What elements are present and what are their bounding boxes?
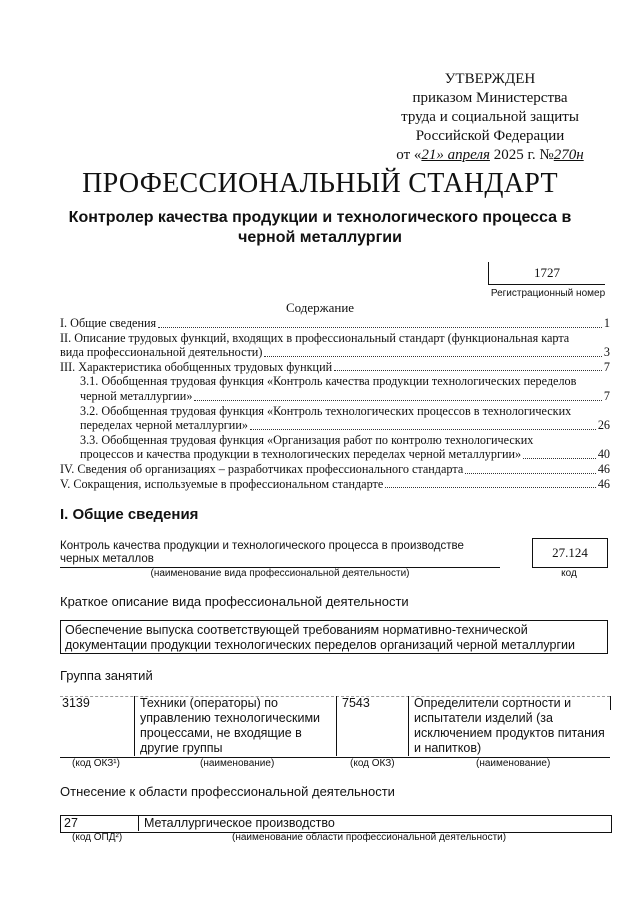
occupation-table-divider [134, 696, 135, 756]
toc-dots [250, 429, 596, 430]
professional-area-name: Металлургическое производство [144, 816, 335, 830]
professional-area-box [60, 815, 612, 833]
toc-item-text-line1: II. Описание трудовых функций, входящих в профессиональный стандарт (функциональная карта [60, 330, 570, 345]
occupation-code-caption: (код ОКЗ) [350, 758, 395, 769]
toc-item[interactable] [60, 433, 610, 462]
toc-item-page: 7 [603, 388, 610, 403]
toc-item-text: переделах черной металлургии» [80, 418, 248, 433]
professional-area-code-caption: (код ОПД²) [72, 832, 123, 843]
toc-dots [334, 370, 602, 371]
toc-item-text: IV. Сведения об организациях – разработчиках профессионального стандарта [60, 461, 464, 476]
toc-dots [523, 458, 596, 459]
toc-item-text: процессов и качества продукции в технологических переделах черной металлургии» [80, 447, 522, 462]
toc-item-text-line1: 3.2. Обобщенная трудовая функция «Контроль технологических процессов в технологических [80, 403, 572, 418]
approval-line-1: УТВЕРЖДЕН [444, 71, 536, 87]
toc-item-text: вида профессиональной деятельности) [60, 345, 263, 360]
approval-line-4: Российской Федерации [415, 128, 565, 144]
approval-block [380, 70, 600, 165]
toc-item[interactable] [60, 331, 610, 360]
professional-area-heading: Отнесение к области профессиональной деятельности [60, 784, 395, 799]
toc-item-text: V. Сокращения, используемые в профессиональном стандарте [60, 476, 384, 491]
activity-code-caption: код [561, 568, 577, 579]
toc-dots [465, 473, 596, 474]
registration-number-label: Регистрационный номер [490, 288, 606, 299]
activity-code-box: 27.124 [532, 538, 608, 568]
toc-item[interactable] [60, 462, 610, 477]
toc-item[interactable] [60, 374, 610, 403]
toc-item-page: 26 [597, 418, 610, 433]
toc-item-text: I. Общие сведения [60, 316, 157, 330]
toc-item-page: 40 [597, 447, 610, 462]
toc-dots [158, 327, 602, 328]
occupation-table-divider [610, 696, 611, 710]
professional-area-name-caption: (наименование области профессиональной деятельности) [232, 832, 507, 843]
toc-item-text: черной металлургии» [80, 388, 193, 403]
approval-line-2: приказом Министерства [412, 90, 568, 106]
toc-item-page: 3 [603, 345, 610, 360]
toc-dots [385, 487, 596, 488]
document-subtitle: Контролер качества продукции и технологического процесса в черной металлургии [68, 209, 572, 246]
section-heading: I. Общие сведения [60, 506, 199, 523]
toc-item-page: 46 [597, 461, 610, 476]
occupation-name-caption: (наименование) [200, 758, 275, 769]
short-description-box: Обеспечение выпуска соответствующей требованиям нормативно-технической документации продукции технологических переделов организаций черной металлургии [60, 620, 608, 654]
toc-dots [264, 356, 602, 357]
occupation-name: Техники (операторы) по управлению технологическими процессами, не входящие в другие группы [140, 696, 321, 755]
occupation-code: 7543 [342, 696, 370, 710]
occupation-name-caption: (наименование) [476, 758, 551, 769]
toc-item[interactable] [60, 477, 610, 492]
toc-item-text-line1: 3.3. Обобщенная трудовая функция «Организация работ по контролю технологических [80, 432, 534, 447]
approval-date-prefix: от « [396, 147, 422, 163]
short-description-heading: Краткое описание вида профессиональной деятельности [60, 594, 409, 609]
occupation-name: Определители сортности и испытатели изделий (за исключением продуктов питания и напитков) [414, 696, 605, 755]
document-title: ПРОФЕССИОНАЛЬНЫЙ СТАНДАРТ [82, 168, 558, 199]
approval-line-3: труда и социальной защиты [401, 109, 579, 125]
professional-area-code: 27 [64, 816, 78, 830]
occupation-group-heading: Группа занятий [60, 668, 153, 683]
occupation-table-divider [336, 696, 337, 756]
toc-item-page: 7 [603, 359, 610, 374]
activity-kind-name: Контроль качества продукции и технологического процесса в производстве черных металлов [60, 540, 464, 565]
toc-item-text-line1: 3.1. Обобщенная трудовая функция «Контроль качества продукции технологических переделов [80, 374, 577, 389]
toc-item-page: 46 [597, 476, 610, 491]
occupation-code-caption: (код ОКЗ¹) [72, 758, 120, 769]
occupation-table-divider [408, 696, 409, 756]
occupation-code: 3139 [62, 696, 90, 710]
toc-item[interactable] [60, 404, 610, 433]
table-of-contents [60, 316, 610, 491]
approval-date-line [380, 146, 600, 165]
approval-number-handwritten: 270н [553, 147, 584, 163]
professional-area-divider [138, 815, 139, 831]
toc-item[interactable] [60, 360, 610, 375]
registration-number-box: 1727 [488, 262, 605, 285]
toc-item-text: III. Характеристика обобщенных трудовых функций [60, 359, 333, 374]
approval-date-handwritten: 21» апреля [421, 147, 490, 163]
activity-kind-caption: (наименование вида профессиональной деятельности) [150, 568, 410, 579]
approval-date-year: 2025 г. № [493, 147, 554, 163]
contents-heading: Содержание [285, 300, 355, 315]
toc-item-page: 1 [603, 316, 610, 330]
toc-dots [194, 400, 601, 401]
toc-item[interactable] [60, 316, 610, 331]
